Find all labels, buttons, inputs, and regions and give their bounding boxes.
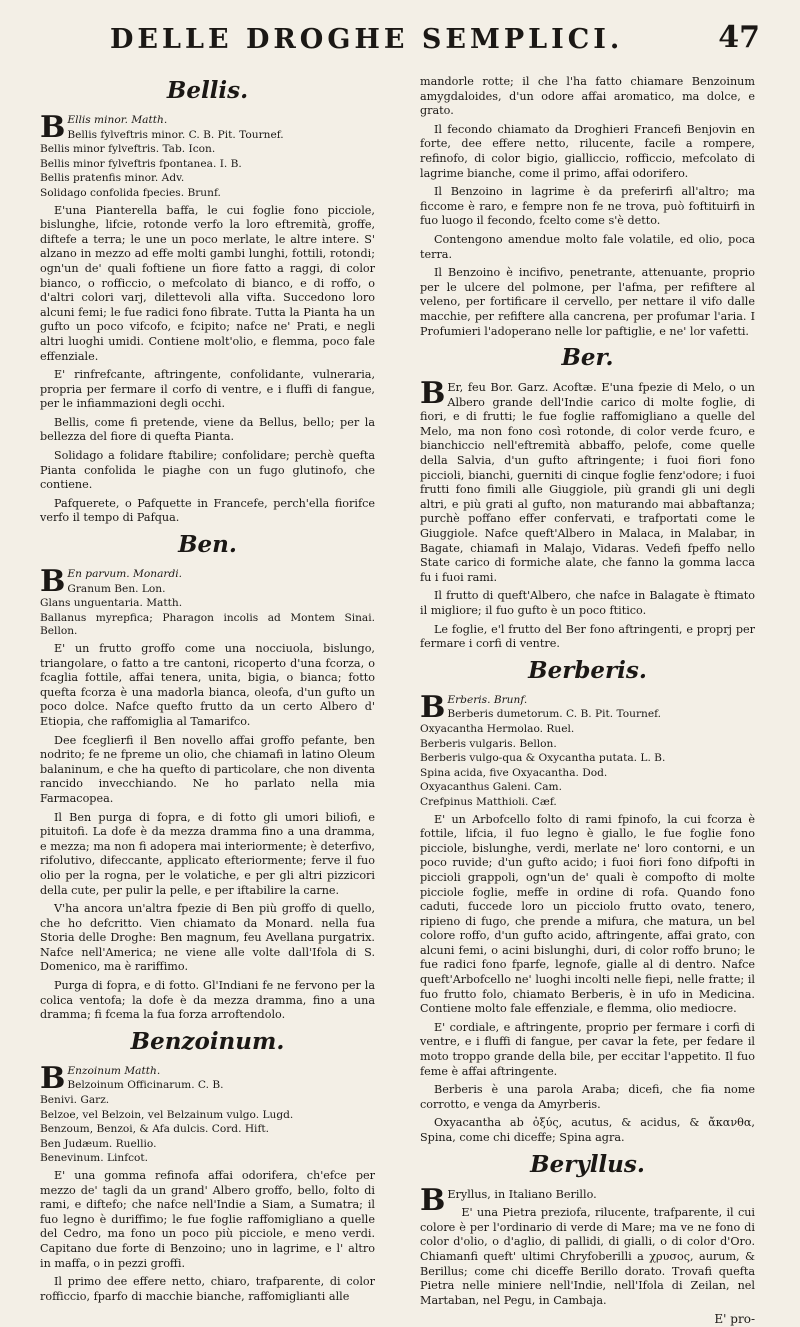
synonym-line: Solidago confolida fpecies. Brunf. — [40, 186, 221, 199]
synonym-line: B En parvum. Monardi. — [40, 564, 182, 600]
paragraph: B Eryllus, in Italiano Berillo. — [420, 1182, 597, 1218]
synonym-line: Berberis dumetorum. C. B. Pit. Tournef. — [447, 708, 662, 721]
paragraph: Dee fceglierfi il Ben novello affai groffo pefante, ben nodrito; fe ne fpreme un olio, che chiamafi in latino Oleum balaninum, e che ha quefto di particolare, che non diventa rancido invecchiando. Ne ho parlato nella mia Farmacopea. — [40, 733, 375, 805]
paragraph: V'ha ancora un'altra fpezie di Ben più groffo di quello, che ho defcritto. Vien chiamato da Monard. nella fua Storia delle Droghe: Ben magnum, feu Avellana purgatrix. Nafce nell'America; ne viene alle volte dall'Ifola di S. Domenico, ma è rariffimo. — [40, 902, 375, 974]
synonym-line: Bellis fylveftris minor. C. B. Pit. Tournef. — [67, 128, 284, 141]
paragraph: Purga di fopra, e di fotto. Gl'Indiani fe ne fervono per la colica ventofa; la dofe è da mezza dramma, fino a una dramma; fi fcema la fua forza arroftendolo. — [40, 979, 375, 1022]
paragraph: Berberis è una parola Araba; dicefi, che fia nome corrotto, e venga da Amyrberis. — [420, 1083, 755, 1111]
entry-title-bellis: Bellis. — [166, 77, 249, 104]
paragraph: Il Benzoino in lagrime è da preferirfi all'altro; ma ficcome è raro, e fempre non fe ne trova, può foftituirfi in fuo luogo il fecondo, fcelto come s'è detto. — [420, 185, 755, 228]
entry-title-ben: Ben. — [178, 531, 237, 559]
drop-cap: B — [420, 376, 446, 412]
entry-title-beryllus: Beryllus. — [530, 1150, 645, 1178]
synonym-line: Crefpinus Matthioli. Cæf. — [420, 795, 557, 808]
paragraph: Oxyacantha ab ὀξύς, acutus, & acidus, & ἄκανθα, Spina, come chi diceffe; Spina agra. — [420, 1116, 755, 1144]
synonyms-ben — [40, 564, 375, 639]
synonym-line: Granum Ben. Lon. — [67, 582, 166, 595]
synonyms-bellis — [40, 110, 375, 201]
paragraph: Bellis, come fi pretende, viene da Bellus, bello; per la bellezza del fiore di quefta Pianta. — [40, 415, 375, 444]
paragraph: E' cordiale, e aftringente, proprio per fermare i corfi di ventre, e i fluffi di fangue, per cavar la fete, per fedare il moto troppo grande della bile, per eccitar l'appetito. Il fuo feme è affai aftringente. — [420, 1020, 755, 1078]
synonym-line: Glans unguentaria. Matth. — [40, 597, 183, 610]
paragraph: Solidago a folidare ftabilire; confolidare; perchè quefta Pianta confolida le piaghe con un fugo glutinofo, che contiene. — [40, 449, 375, 492]
paragraph: Il Ben purga di fopra, e di fotto gli umori biliofi, e pituitofi. La dofe è da mezza dramma fino a una dramma, e mezza; ma non fi adopera mai interiormente; è deterfivo, rifolutivo, difeccante, applicato efteriormente; ferve il fuo olio per la rogna, per le volatiche, e per gli altri pizzicori della cute, per pulir la pelle, e per iftabilire la carne. — [40, 810, 375, 897]
paragraph: E' rinfrefcante, aftringente, confolidante, vulneraria, propria per fermare il corfo di ventre, e i fluffi di fangue, per le infiammazioni degli occhi. — [40, 368, 375, 411]
running-title: DELLE DROGHE SEMPLICI. — [110, 24, 624, 55]
drop-cap: B — [420, 1182, 446, 1218]
synonym-line: B Ellis minor. Matth. — [40, 110, 168, 145]
synonym-line: B Erberis. Brunf. — [420, 689, 528, 725]
entry-title-ber: Ber. — [561, 344, 614, 372]
catchword: E' pro- — [714, 1312, 755, 1327]
synonym-line: Bellis minor fylveftris fpontanea. I. B. — [40, 157, 242, 170]
page-header — [0, 10, 800, 62]
synonym-line: Benzoum, Benzoi, & Afa dulcis. Cord. Hift. — [40, 1123, 269, 1136]
synonyms-benzoinum — [40, 1060, 375, 1166]
paragraph: E' una gomma refinofa affai odorifera, ch'efce per mezzo de' tagli da un grand' Albero groffo, bello, folto di rami, e diftefo; che nafce nell'Indie a Siam, a Sumatra; il fuo legno è duriffimo; le fue foglie raffomigliano a quelle del Cedro, ma fono un poco più picciole, e meno verdi. Capitano due forte di Benzoino; uno in lagrime, e l' altro in maffa, o in pezzi groffi. — [40, 1169, 375, 1270]
synonym-line: Oxyacantha Hermolao. Ruel. — [420, 722, 575, 735]
synonym-line: B Enzoinum Matth. — [40, 1060, 161, 1096]
paragraph: Il Benzoino è incifivo, penetrante, attenuante, proprio per le ulcere del polmone, per l'afma, per refiftere al veleno, per fortificare il cervello, per nettare il vifo dalle macchie, per refiftere alla cancrena, per profumar l'aria. I Profumieri l'adoperano nelle lor paftiglie, e ne' lor vafetti. — [420, 266, 755, 338]
synonym-line: Benivi. Garz. — [40, 1094, 110, 1107]
synonym-line: Belzoinum Officinarum. C. B. — [67, 1079, 224, 1092]
synonym-line: Bellis minor fylveftris. Tab. Icon. — [40, 143, 216, 156]
paragraph: Il primo dee effere netto, chiaro, trafparente, di color rofficcio, fparfo di macchie bianche, raffomiglianti alle — [40, 1275, 375, 1303]
paragraph: Contengono amendue molto fale volatile, ed olio, poca terra. — [420, 232, 755, 261]
synonym-line: Benevinum. Linfcot. — [40, 1152, 149, 1165]
paragraph: E' una Pietra preziofa, rilucente, trafparente, il cui colore è per l'ordinario di verde di Mare; ma ve ne fono di color d'olio, o d'aglio, di pallidi, di gialli, o di color d'Oro. Chiamanfi queft' ultimi Chryfoberilli a χρυσος, aurum, & Berillus; come chi diceffe Berillo dorato. Trovafi quefta Pietra nelle miniere nell'Indie, nell'Ifola di Zeilan, nel Martaban, nel Pegu, in Cambaja. — [420, 1206, 755, 1307]
paragraph: Il frutto di queft'Albero, che nafce in Balagate è ftimato il migliore; il fuo gufto è un poco ftitico. — [420, 589, 755, 617]
drop-cap: B — [40, 1060, 66, 1096]
entry-title-berberis: Berberis. — [528, 656, 647, 684]
paragraph: Le foglie, e'l frutto del Ber fono aftringenti, e proprj per fermare i corfi di ventre. — [420, 622, 755, 651]
left-column — [40, 72, 375, 1308]
paragraph: Il fecondo chiamato da Droghieri Francefi Benjovin en forte, dee effere netto, rilucente, facile a rompere, refinofo, di color bigio, gialliccio, rofficcio, mefcolato di lagrime bianche, come il primo, affai odorifero. — [420, 122, 755, 180]
paragraph: E' un Arbofcello folto di rami fpinofo, la cui fcorza è fottile, lifcia, il fuo legno è giallo, le fue foglie fono picciole, bislunghe, verdi, merlate ne' loro contorni, e un poco ruvide; d'un gufto acido; i fuoi fiori fono difpofti in piccioli grappoli, ogn'un de' quali è compofto di molte picciole foglie, meffe in ordine di rofa. Quando fono caduti, fuccede loro un picciolo frutto ovato, tenero, ripieno di fugo, che prende a mifura, che matura, un bel colore roffo, d'un gufto acido, aftringente, affai grato, con alcuni femi, o acini bislunghi, duri, di color roffo bruno; le fue radici fono fparfe, legnofe, gialle al di dentro. Nafce queft'Arbofcello ne' luoghi incolti nelle fiepi, nelle fratte; il fuo frutto folo, chiamato Berberis, è in ufo in Medicina. Contiene molto fale effenziale, e flemma, olio mediocre. — [420, 812, 755, 1016]
drop-cap: B — [420, 689, 446, 725]
synonym-line: Belzoe, vel Belzoin, vel Belzainum vulgo. Lugd. — [40, 1108, 294, 1121]
paragraph: Pafquerete, o Pafquette in Francefe, perch'ella fiorifce verfo il tempo di Pafqua. — [40, 496, 375, 525]
synonym-line: Oxyacanthus Galeni. Cam. — [420, 781, 562, 794]
synonym-line: Spina acida, five Oxyacantha. Dod. — [420, 766, 608, 779]
page-number: 47 — [718, 20, 760, 55]
synonyms-berberis — [420, 689, 755, 810]
synonym-line: Ben Judæum. Ruellio. — [40, 1137, 157, 1150]
paragraph: E'una Pianterella baffa, le cui foglie fono picciole, bislunghe, lifcie, rotonde verfo la loro eftremità, groffe, diftefe a terra; le une un poco merlate, le altre intere. S' alzano in mezzo ad effe molti gambi lunghi, fottili, rotondi; ogn'un de' quali foftiene un fiore fatto a raggi, di color bianco, o rofficcio, o mefcolato di bianco, e di roffo, o d'altri colori varj, dilettevoli alla vifta. Succedono loro alcuni femi; le fue radici fono fibrate. Tutta la Pianta ha un gufto un poco vifcofo, e fcipito; nafce ne' Prati, e negli altri luoghi umidi. Contiene molt'olio, e flemma, poco fale effenziale. — [40, 203, 375, 363]
paragraph: E' un frutto groffo come una nocciuola, bislungo, triangolare, o fatto a tre cantoni, ricoperto d'una fcorza, o fcaglia fottile, affai tenera, unita, bigia, o bianca; fotto quefta fcorza è una madorla bianca, oleofa, d'un gufto un poco dolce. Nafce quefto frutto da un certo Albero d' Etiopia, che raffomiglia al Tamarifco. — [40, 642, 375, 728]
synonym-line: Berberis vulgo-qua & Oxycantha putata. L. B. — [420, 752, 666, 765]
drop-cap: B — [40, 564, 66, 600]
synonym-line: Berberis vulgaris. Bellon. — [420, 737, 557, 750]
right-column — [420, 72, 755, 1327]
paragraph: B Er, feu Bor. Garz. Acoftæ. E'una fpezie di Melo, o un Albero grande dell'Indie carico di molte foglie, di fiori, e di frutti; le fue foglie raffomigliano a quelle del Melo, ma non fono così rotonde, di color verde fcuro, e bianchiccio nell'eftremità abbaffo, pelofe, come quelle della Salvia, d'un gufto aftringente; i fuoi fiori fono piccioli, bianchi, guerniti di cinque foglie fenz'odore; i fuoi frutti fono fimili alle Giuggiole, più grandi gli uni degli altri, e più grati al gufto, non maturando mai abbaftanza; purchè poffano effer confervati, e trafportati come le Giuggiole. Nafce queft'Albero in Malaca, in Malabar, in Bagate, chiamafi in Malajo, Vidaras. Vedefi fpeffo nello State carico di formiche alate, che fanno la gomma lacca fu i fuoi rami. — [420, 376, 755, 584]
synonym-line: Ballanus myrepfica; Pharagon incolis ad Montem Sinai. Bellon. — [40, 611, 375, 638]
drop-cap: B — [40, 110, 66, 145]
synonym-line: Bellis pratenfis minor. Adv. — [40, 172, 185, 185]
paragraph: mandorle rotte; il che l'ha fatto chiamare Benzoinum amygdaloides, d'un odore affai aromatico, ma dolce, e grato. — [420, 75, 755, 118]
entry-title-benzoinum: Benzoinum. — [130, 1027, 285, 1055]
